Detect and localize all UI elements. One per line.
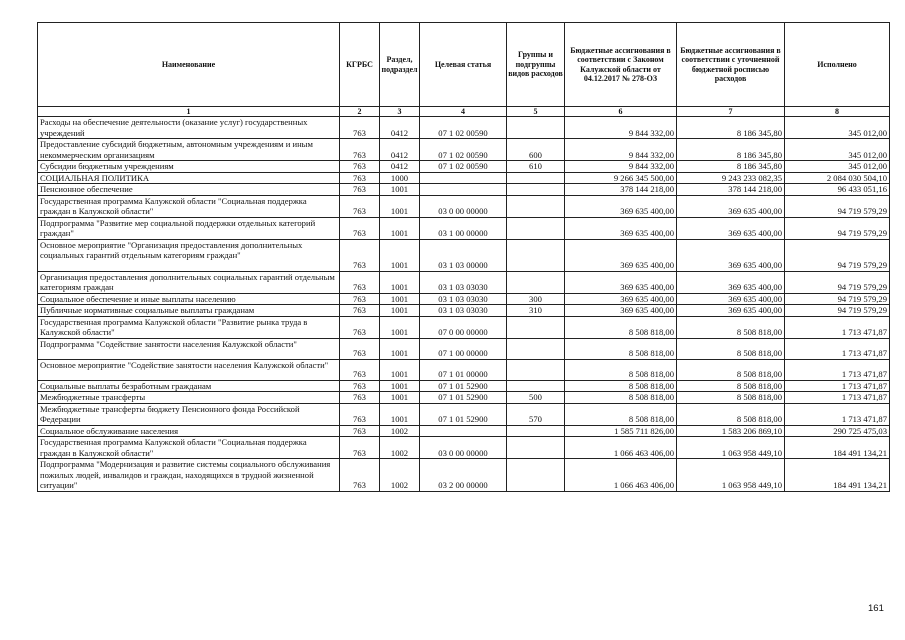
row-executed-amount: 1 713 471,87: [785, 316, 890, 338]
row-section: 1001: [380, 195, 420, 217]
row-refined-amount: 1 063 958 449,10: [677, 459, 785, 492]
row-name: Субсидии бюджетным учреждениям: [38, 161, 340, 173]
row-expense-group: [507, 217, 565, 239]
row-kgrbs: 763: [340, 403, 380, 425]
row-kgrbs: 763: [340, 305, 380, 317]
row-refined-amount: 8 186 345,80: [677, 117, 785, 139]
row-target-article: 03 2 00 00000: [420, 459, 507, 492]
row-executed-amount: 184 491 134,21: [785, 437, 890, 459]
row-expense-group: [507, 459, 565, 492]
row-target-article: 03 0 00 00000: [420, 437, 507, 459]
row-executed-amount: 94 719 579,29: [785, 217, 890, 239]
row-law-amount: 8 508 818,00: [565, 338, 677, 359]
row-expense-group: [507, 239, 565, 271]
row-target-article: 07 1 01 00000: [420, 359, 507, 380]
header-executed: Исполнено: [785, 23, 890, 107]
row-target-article: 03 1 03 00000: [420, 239, 507, 271]
row-executed-amount: 1 713 471,87: [785, 392, 890, 404]
row-section: 1001: [380, 316, 420, 338]
table-row: [38, 425, 890, 437]
row-expense-group: [507, 172, 565, 184]
row-refined-amount: 8 508 818,00: [677, 316, 785, 338]
header-expense-groups: Группы и подгруппы видов расходов: [507, 23, 565, 107]
row-kgrbs: 763: [340, 184, 380, 196]
row-section: 1001: [380, 359, 420, 380]
row-kgrbs: 763: [340, 195, 380, 217]
row-law-amount: 369 635 400,00: [565, 271, 677, 293]
row-target-article: 07 1 02 00590: [420, 117, 507, 139]
row-law-amount: 9 844 332,00: [565, 161, 677, 173]
row-refined-amount: 369 635 400,00: [677, 217, 785, 239]
row-executed-amount: 2 084 030 504,10: [785, 172, 890, 184]
row-section: 0412: [380, 117, 420, 139]
row-expense-group: [507, 316, 565, 338]
row-law-amount: 8 508 818,00: [565, 392, 677, 404]
row-section: 0412: [380, 161, 420, 173]
row-refined-amount: 8 508 818,00: [677, 392, 785, 404]
row-law-amount: 8 508 818,00: [565, 403, 677, 425]
row-name: Основное мероприятие "Организация предоставления дополнительных социальных гарантий отдельным категориям граждан": [38, 239, 340, 271]
row-law-amount: 1 066 463 406,00: [565, 437, 677, 459]
row-expense-group: [507, 359, 565, 380]
row-kgrbs: 763: [340, 392, 380, 404]
header-refined-allocations: Бюджетные ассигнования в соответствии с уточненной бюджетной росписью расходов: [677, 23, 785, 107]
table-row: [38, 338, 890, 359]
row-executed-amount: 94 719 579,29: [785, 271, 890, 293]
row-expense-group: 300: [507, 293, 565, 305]
row-law-amount: 9 844 332,00: [565, 117, 677, 139]
column-number: 8: [785, 107, 890, 117]
row-target-article: 07 1 02 00590: [420, 139, 507, 161]
table-row: [38, 293, 890, 305]
table-body: [38, 117, 890, 492]
row-expense-group: 500: [507, 392, 565, 404]
row-section: 1001: [380, 217, 420, 239]
row-target-article: 07 1 02 00590: [420, 161, 507, 173]
row-section: 1000: [380, 172, 420, 184]
table-row: [38, 403, 890, 425]
row-expense-group: [507, 380, 565, 392]
row-refined-amount: 8 508 818,00: [677, 380, 785, 392]
table-row: [38, 217, 890, 239]
table-row: [38, 239, 890, 271]
row-expense-group: 570: [507, 403, 565, 425]
column-number: 1: [38, 107, 340, 117]
row-target-article: 03 1 03 03030: [420, 271, 507, 293]
table-row: [38, 316, 890, 338]
row-target-article: 03 1 03 03030: [420, 305, 507, 317]
row-kgrbs: 763: [340, 459, 380, 492]
row-expense-group: [507, 117, 565, 139]
row-law-amount: 9 266 345 500,00: [565, 172, 677, 184]
row-target-article: [420, 425, 507, 437]
header-name: Наименование: [38, 23, 340, 107]
row-executed-amount: 345 012,00: [785, 161, 890, 173]
row-law-amount: 8 508 818,00: [565, 380, 677, 392]
row-executed-amount: 1 713 471,87: [785, 338, 890, 359]
row-section: 1001: [380, 380, 420, 392]
row-target-article: 07 1 01 52900: [420, 403, 507, 425]
row-name: Государственная программа Калужской области "Социальная поддержка граждан в Калужской области": [38, 195, 340, 217]
row-kgrbs: 763: [340, 117, 380, 139]
row-kgrbs: 763: [340, 293, 380, 305]
row-refined-amount: 1 583 206 869,10: [677, 425, 785, 437]
row-law-amount: 369 635 400,00: [565, 293, 677, 305]
row-law-amount: 9 844 332,00: [565, 139, 677, 161]
row-name: Социальное обеспечение и иные выплаты населению: [38, 293, 340, 305]
table-row: [38, 195, 890, 217]
column-number-row: [38, 107, 890, 117]
row-kgrbs: 763: [340, 271, 380, 293]
row-kgrbs: 763: [340, 239, 380, 271]
row-name: Организация предоставления дополнительных социальных гарантий отдельным категориям граждан: [38, 271, 340, 293]
budget-execution-table: [37, 22, 890, 492]
row-refined-amount: 8 508 818,00: [677, 338, 785, 359]
row-section: 1001: [380, 403, 420, 425]
row-expense-group: 600: [507, 139, 565, 161]
row-executed-amount: 96 433 051,16: [785, 184, 890, 196]
row-expense-group: [507, 271, 565, 293]
row-executed-amount: 290 725 475,03: [785, 425, 890, 437]
row-executed-amount: 94 719 579,29: [785, 293, 890, 305]
table-row: [38, 380, 890, 392]
row-executed-amount: 94 719 579,29: [785, 305, 890, 317]
row-law-amount: 369 635 400,00: [565, 239, 677, 271]
row-executed-amount: 94 719 579,29: [785, 195, 890, 217]
row-section: 1002: [380, 459, 420, 492]
row-kgrbs: 763: [340, 316, 380, 338]
row-executed-amount: 1 713 471,87: [785, 380, 890, 392]
row-expense-group: [507, 184, 565, 196]
row-refined-amount: 8 186 345,80: [677, 161, 785, 173]
row-refined-amount: 369 635 400,00: [677, 271, 785, 293]
row-law-amount: 8 508 818,00: [565, 359, 677, 380]
row-name: Подпрограмма "Модернизация и развитие системы социального обслуживания пожилых людей, инвалидов и граждан, находящихся в трудной жизненной ситуации": [38, 459, 340, 492]
row-kgrbs: 763: [340, 425, 380, 437]
column-number: 2: [340, 107, 380, 117]
row-executed-amount: 345 012,00: [785, 117, 890, 139]
row-target-article: 07 1 00 00000: [420, 338, 507, 359]
column-number: 4: [420, 107, 507, 117]
row-name: Государственная программа Калужской области "Развитие рынка труда в Калужской области": [38, 316, 340, 338]
row-name: Социальные выплаты безработным гражданам: [38, 380, 340, 392]
row-expense-group: [507, 425, 565, 437]
row-expense-group: 310: [507, 305, 565, 317]
row-law-amount: 369 635 400,00: [565, 217, 677, 239]
row-name: Подпрограмма "Содействие занятости населения Калужской области": [38, 338, 340, 359]
column-number: 7: [677, 107, 785, 117]
column-number: 6: [565, 107, 677, 117]
row-section: 1001: [380, 305, 420, 317]
header-row: [38, 23, 890, 107]
row-section: 1001: [380, 392, 420, 404]
row-section: 1002: [380, 425, 420, 437]
row-kgrbs: 763: [340, 359, 380, 380]
row-name: Расходы на обеспечение деятельности (оказание услуг) государственных учреждений: [38, 117, 340, 139]
row-law-amount: 1 066 463 406,00: [565, 459, 677, 492]
row-expense-group: [507, 437, 565, 459]
row-name: Государственная программа Калужской области "Социальная поддержка граждан в Калужской области": [38, 437, 340, 459]
row-target-article: [420, 172, 507, 184]
row-kgrbs: 763: [340, 217, 380, 239]
row-target-article: 07 0 00 00000: [420, 316, 507, 338]
row-refined-amount: 369 635 400,00: [677, 293, 785, 305]
row-executed-amount: 1 713 471,87: [785, 403, 890, 425]
table-row: [38, 459, 890, 492]
table-row: [38, 172, 890, 184]
table-row: [38, 117, 890, 139]
row-refined-amount: 8 186 345,80: [677, 139, 785, 161]
row-target-article: 07 1 01 52900: [420, 380, 507, 392]
row-expense-group: 610: [507, 161, 565, 173]
header-law-allocations: Бюджетные ассигнования в соответствии с Законом Калужской области от 04.12.2017 № 278-ОЗ: [565, 23, 677, 107]
row-name: Пенсионное обеспечение: [38, 184, 340, 196]
row-executed-amount: 345 012,00: [785, 139, 890, 161]
row-refined-amount: 8 508 818,00: [677, 403, 785, 425]
header-section: Раздел, подраздел: [380, 23, 420, 107]
row-target-article: 07 1 01 52900: [420, 392, 507, 404]
row-target-article: 03 1 03 03030: [420, 293, 507, 305]
row-refined-amount: 8 508 818,00: [677, 359, 785, 380]
table-row: [38, 161, 890, 173]
row-name: Предоставление субсидий бюджетным, автономным учреждениям и иным некоммерческим организациям: [38, 139, 340, 161]
row-name: Межбюджетные трансферты: [38, 392, 340, 404]
table-row: [38, 271, 890, 293]
header-kgrbs: КГРБС: [340, 23, 380, 107]
row-law-amount: 1 585 711 826,00: [565, 425, 677, 437]
row-target-article: 03 1 00 00000: [420, 217, 507, 239]
row-kgrbs: 763: [340, 161, 380, 173]
row-name: СОЦИАЛЬНАЯ ПОЛИТИКА: [38, 172, 340, 184]
row-name: Подпрограмма "Развитие мер социальной поддержки отдельных категорий граждан": [38, 217, 340, 239]
row-section: 1001: [380, 338, 420, 359]
column-number: 5: [507, 107, 565, 117]
row-section: 0412: [380, 139, 420, 161]
row-expense-group: [507, 195, 565, 217]
row-section: 1002: [380, 437, 420, 459]
row-section: 1001: [380, 239, 420, 271]
table-row: [38, 437, 890, 459]
header-target-article: Целевая статья: [420, 23, 507, 107]
row-law-amount: 8 508 818,00: [565, 316, 677, 338]
row-refined-amount: 1 063 958 449,10: [677, 437, 785, 459]
table-row: [38, 139, 890, 161]
row-kgrbs: 763: [340, 139, 380, 161]
table-row: [38, 305, 890, 317]
row-kgrbs: 763: [340, 172, 380, 184]
row-refined-amount: 378 144 218,00: [677, 184, 785, 196]
row-refined-amount: 9 243 233 082,35: [677, 172, 785, 184]
row-expense-group: [507, 338, 565, 359]
row-name: Основное мероприятие "Содействие занятости населения Калужской области": [38, 359, 340, 380]
row-section: 1001: [380, 184, 420, 196]
table-row: [38, 392, 890, 404]
row-executed-amount: 94 719 579,29: [785, 239, 890, 271]
table-row: [38, 184, 890, 196]
row-name: Социальное обслуживание населения: [38, 425, 340, 437]
row-refined-amount: 369 635 400,00: [677, 305, 785, 317]
row-refined-amount: 369 635 400,00: [677, 239, 785, 271]
row-refined-amount: 369 635 400,00: [677, 195, 785, 217]
row-section: 1001: [380, 293, 420, 305]
row-law-amount: 369 635 400,00: [565, 195, 677, 217]
table-row: [38, 359, 890, 380]
row-kgrbs: 763: [340, 437, 380, 459]
row-kgrbs: 763: [340, 380, 380, 392]
row-law-amount: 369 635 400,00: [565, 305, 677, 317]
row-executed-amount: 184 491 134,21: [785, 459, 890, 492]
row-target-article: [420, 184, 507, 196]
page-number: 161: [868, 603, 884, 614]
row-executed-amount: 1 713 471,87: [785, 359, 890, 380]
row-section: 1001: [380, 271, 420, 293]
row-name: Межбюджетные трансферты бюджету Пенсионного фонда Российской Федерации: [38, 403, 340, 425]
row-name: Публичные нормативные социальные выплаты гражданам: [38, 305, 340, 317]
row-law-amount: 378 144 218,00: [565, 184, 677, 196]
row-kgrbs: 763: [340, 338, 380, 359]
column-number: 3: [380, 107, 420, 117]
row-target-article: 03 0 00 00000: [420, 195, 507, 217]
